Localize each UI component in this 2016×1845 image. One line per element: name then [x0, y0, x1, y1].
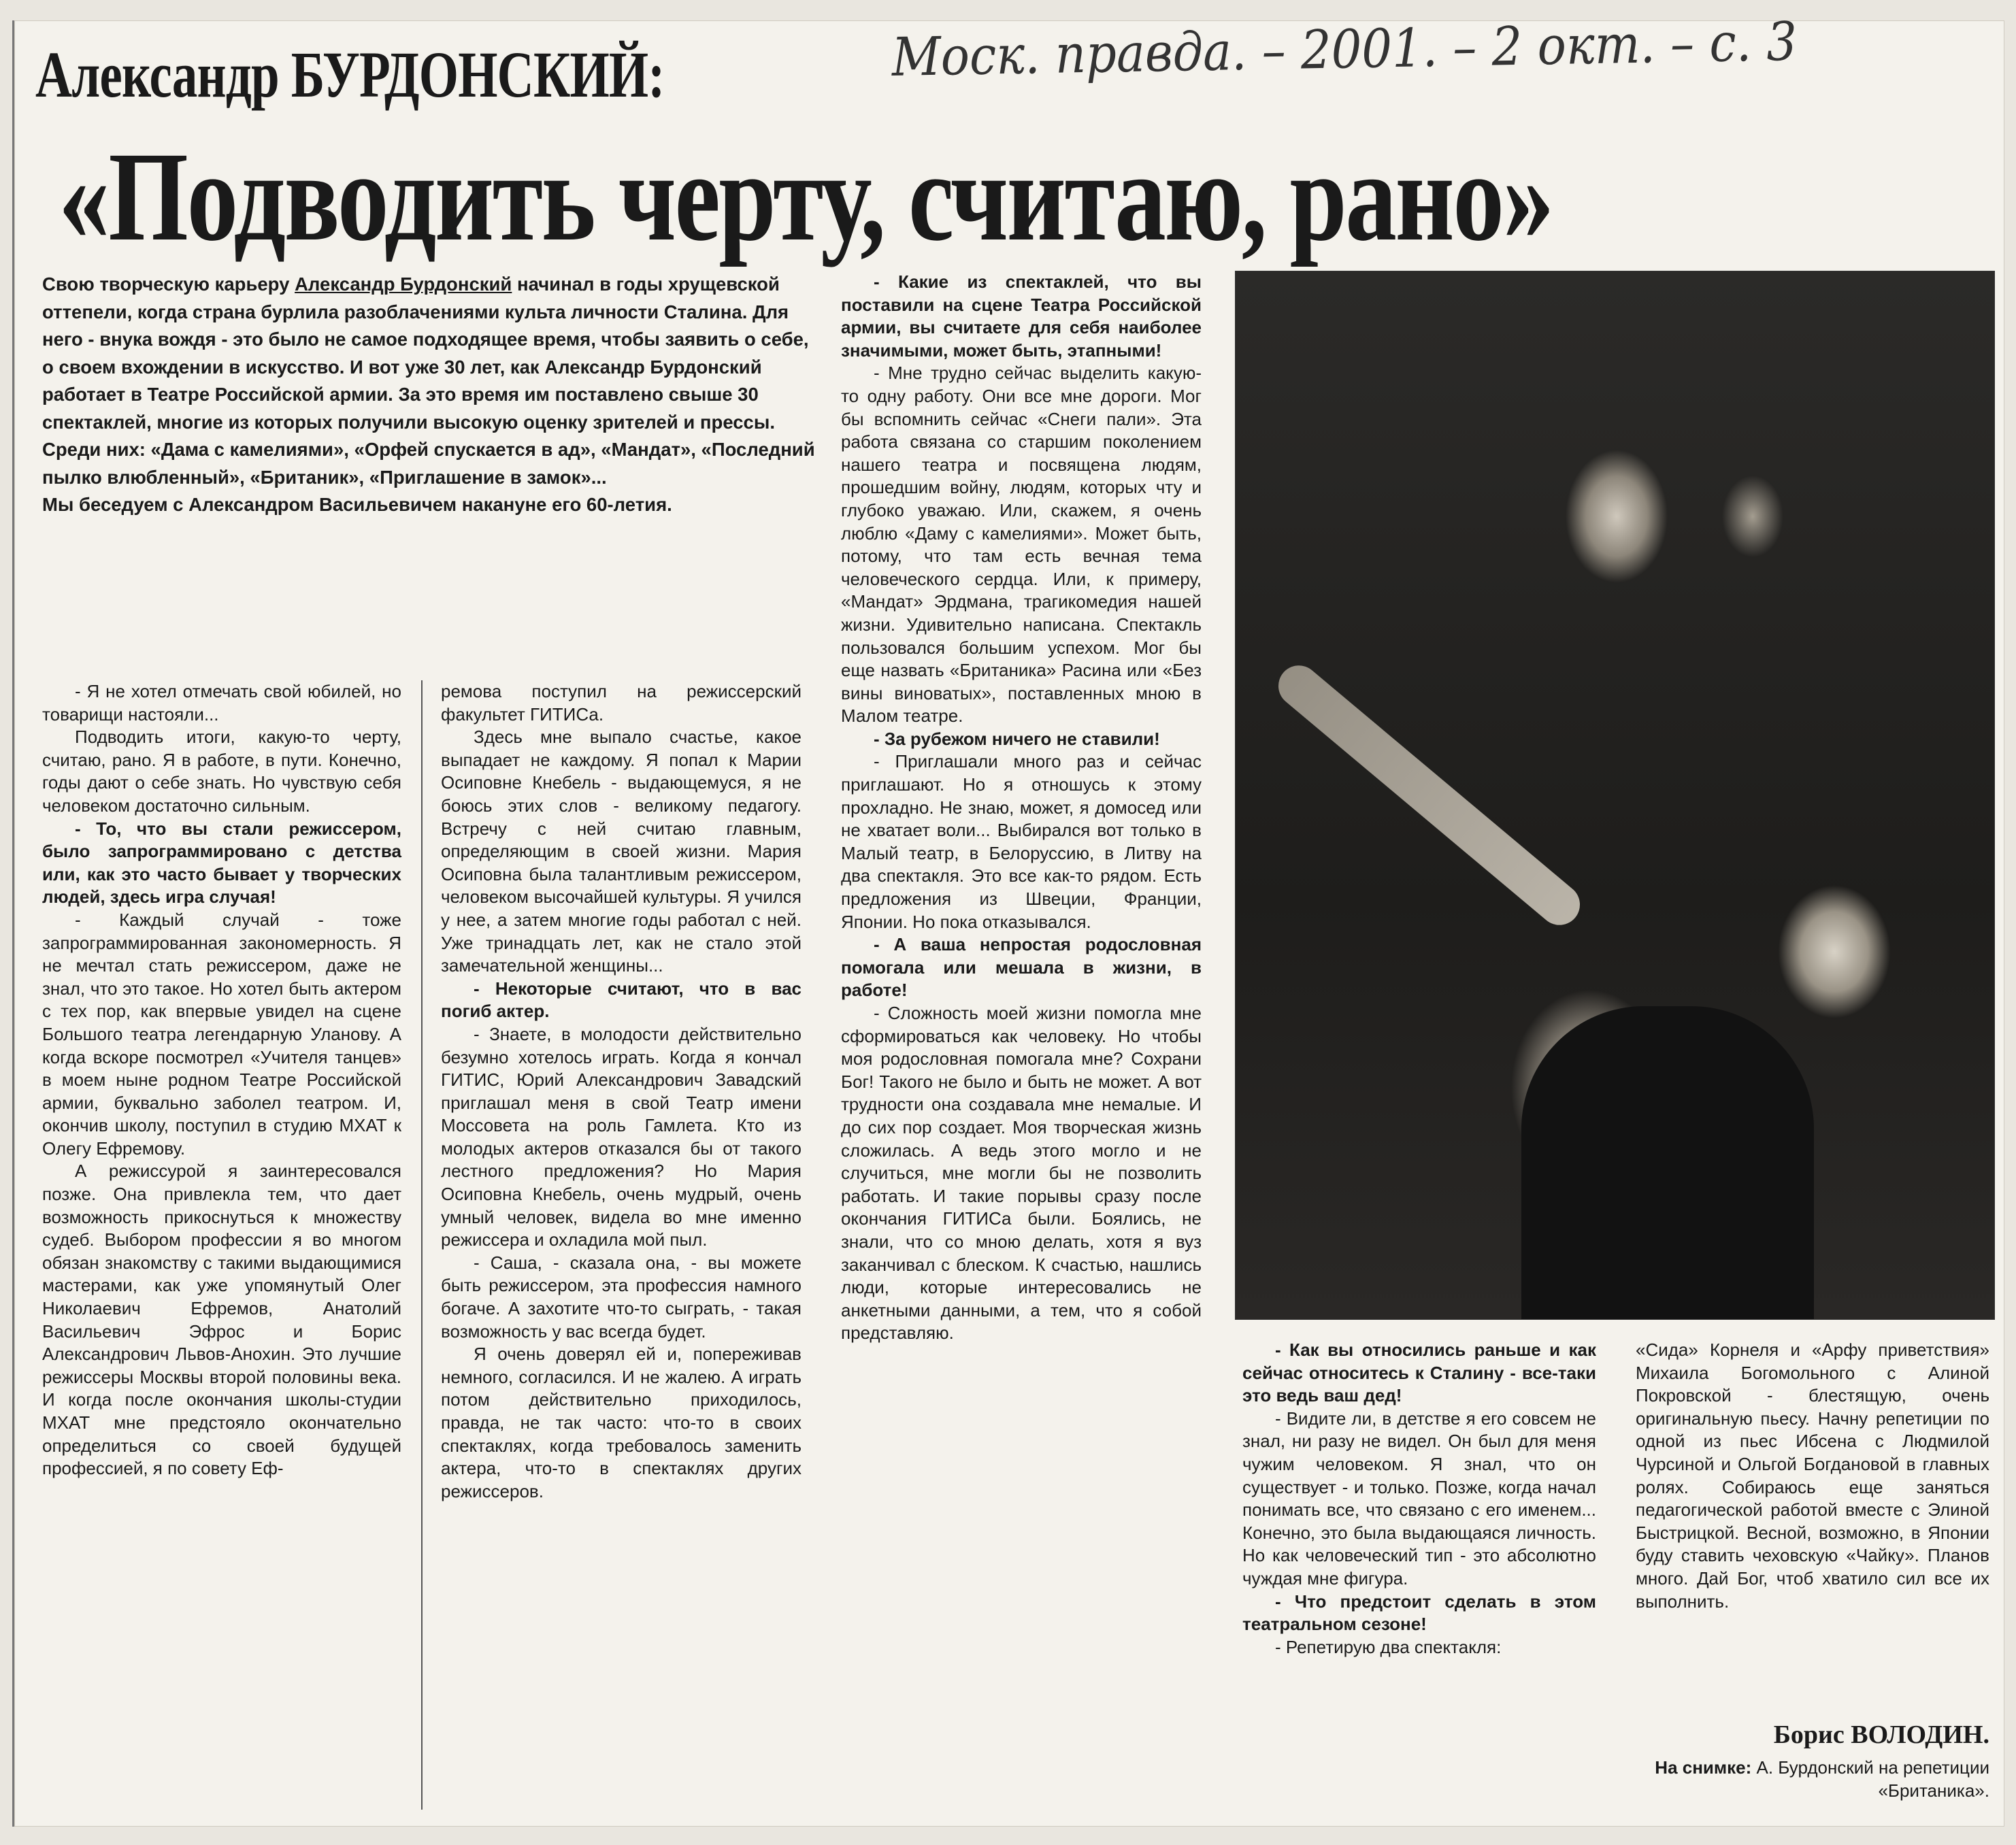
paragraph: - Репетирую два спектакля:: [1275, 1636, 1502, 1657]
paragraph: - Приглашали много раз и сейчас приглашают. Но я отношусь к этому прохладно. Не знаю, может, я домосед или не хватает воли... Выбирался вот только в Малый театр, в Белоруссию, в Литву на два спектакля. Это все как-то рядом. Есть предложения из Швеции, Франции, Японии. Но пока отказывался.: [841, 751, 1202, 932]
paragraph: - Саша, - сказала она, - вы можете быть режиссером, эта профессия намного богаче. А захотите что-то сыграть, - такая возможность у вас всегда будет.: [441, 1252, 802, 1342]
interview-question: - Какие из спектаклей, что вы поставили на сцене Театра Российской армии, вы считаете для себя наиболее значимыми, может быть, этапными!: [841, 271, 1202, 361]
text-column-2: [441, 680, 802, 1503]
text-column-4: [1242, 1339, 1596, 1659]
photo-actress-figure: [1521, 1006, 1814, 1319]
paragraph: Здесь мне выпало счастье, какое выпадает не каждому. Я попал к Марии Осиповне Кнебель - выдающемуся, я не боюсь этих слов - великому педагогу. Встречу с ней считаю главным, определяющим в своей жизни. Мария Осиповна была талантливым режиссером, человеком высочайшей культуры. Я учился у нее, а затем многие годы работал с ней. Уже тринадцать лет, как не стало этой замечательной женщины...: [441, 727, 802, 976]
photo-caption: [1636, 1757, 1989, 1802]
text-column-3: [841, 271, 1202, 1345]
paragraph: - Видите ли, в детстве я его совсем не знал, ни разу не видел. Он был для меня чужим человеком. Я знал, что он существует - и только. Позже, когда начал понимать все, что связано с его именем... Конечно, это была выдающаяся личность. Но как человеческий тип - это абсолютно чуждая мне фигура.: [1242, 1408, 1596, 1589]
paragraph: - Знаете, в молодости действительно безумно хотелось играть. Когда я кончал ГИТИС, Юрий Александрович Завадский приглашал меня в свой Театр имени Моссовета на роль Гамлета. Кто из молодых актеров отказался бы от такого лестного предложения? Но Мария Осиповна Кнебель, очень мудрый, очень умный человек, видела во мне именно режиссера и охладила мой пыл.: [441, 1023, 802, 1250]
interview-question: - Как вы относились раньше и как сейчас относитесь к Сталину - все-таки это ведь ваш дед!: [1242, 1340, 1596, 1406]
paragraph: - Каждый случай - тоже запрограммированная закономерность. Я не мечтал стать режиссером, даже не знал, что это такое. Но хотел быть актером с тех пор, как впервые увидел на сцене Большого театра легендарную Уланову. А когда вскоре посмотрел «Учителя танцев» в моем ныне родном Театре Российской армии, буквально заболел театром. И, окончив школу, поступил в студию МХАТ к Олегу Ефремову.: [42, 909, 401, 1159]
author-byline: Борис ВОЛОДИН.: [1773, 1721, 1989, 1749]
paragraph: Я очень доверял ей и, попереживав немного, согласился. И не жалею. А играть потом действительно приходилось, правда, не так часто: что-то в своих спектаклях, когда требовалось заменить актера, что-то в спектаклях других режиссеров.: [441, 1344, 802, 1501]
interview-question: - Что предстоит сделать в этом театральном сезоне!: [1242, 1591, 1596, 1635]
photo-raised-arm: [1270, 657, 1589, 933]
paragraph: ремова поступил на режиссерский факультет ГИТИСа.: [441, 681, 802, 725]
interview-question: - Некоторые считают, что в вас погиб актер.: [441, 978, 802, 1022]
paragraph: «Сида» Корнеля и «Арфу приветствия» Михаила Богомольного с Алиной Покровской - блестящую, очень оригинальную пьесу. Начну репетиции по одной из пьес Ибсена с Людмилой Чурсиной и Ольгой Богдановой в главных ролях. Собираюсь еще заняться педагогической работой вместе с Элиной Быстрицкой. Весной, возможно, в Японии буду ставить чеховскую «Чайку». Планов много. Дай Бог, чтоб хватило сил все их выполнить.: [1636, 1340, 1989, 1612]
handwritten-source-note: Моск. правда. – 2001. – 2 окт. – с. 3: [891, 11, 1798, 88]
caption-label: На снимке:: [1655, 1757, 1752, 1778]
paragraph: - Я не хотел отмечать свой юбилей, но товарищи настояли...: [42, 681, 401, 725]
lead-intro: [42, 271, 825, 491]
paragraph: - Мне трудно сейчас выделить какую-то одну работу. Они все мне дороги. Мог бы вспомнить сейчас «Снеги пали». Эта работа связана со старшим поколением нашего театра и посвящена людям, прошедшим войну, людям, которых чту и глубоко уважаю. Или, скажем, я очень люблю «Даму с камелиями». Может быть, потому, что там есть вечная тема человеческого сердца. Или, к примеру, «Мандат» Эрдмана, трагикомедия нашей жизни. Удивительно написана. Спектакль пользовался большим успехом. Мог бы еще назвать «Британика» Расина или «Без вины виноватых», поставленных мною в Малом театре.: [841, 363, 1202, 727]
interview-question: - А ваша непростая родословная помогала или мешала в жизни, в работе!: [841, 934, 1202, 1001]
paragraph: Подводить итоги, какую-то черту, считаю, рано. Я в работе, в пути. Конечно, годы дают о себе знать. Но чувствую себя человеком достаточно сильным.: [42, 727, 401, 816]
lead-closing: Мы беседуем с Александром Васильевичем накануне его 60-летия.: [42, 494, 672, 515]
caption-text: А. Бурдонский на репетиции «Британика».: [1751, 1757, 1989, 1801]
interview-question: - То, что вы стали режиссером, было запрограммировано с детства или, как это часто бывает у творческих людей, здесь игра случая!: [42, 818, 401, 908]
article-headline: «Подводить черту, считаю, рано»: [59, 125, 1553, 267]
lead-intro-before: Свою творческую карьеру: [42, 273, 295, 295]
lead-name: Александр Бурдонский: [295, 273, 512, 295]
lead-intro-after: начинал в годы хрущевской оттепели, когда страна бурлила разоблачениями культа личности Сталина. Для него - внука вождя - это было не самое подходящее время, чтобы заявить о себе, о своем вхождении в искусство. И вот уже 30 лет, как Александр Бурдонский работает в Театре Российской армии. За это время им поставлено свыше 30 спектаклей, многие из которых получили высокую оценку зрителей и прессы. Среди них: «Дама с камелиями», «Орфей спускается в ад», «Мандат», «Последний пылко влюбленный», «Британик», «Приглашение в замок»...: [42, 273, 815, 488]
interview-question: - За рубежом ничего не ставили!: [874, 728, 1160, 749]
article-lead: [42, 271, 825, 519]
column-rule: [421, 680, 423, 1810]
text-column-1: [42, 680, 401, 1480]
rehearsal-photo: [1235, 271, 1995, 1320]
article-kicker: Александр БУРДОНСКИЙ:: [35, 38, 665, 111]
paragraph: А режиссурой я заинтересовался позже. Она привлекла тем, что дает возможность прикоснуться к множеству судеб. Выбором профессии я во многом обязан знакомству с такими выдающимися мастерами, как уже упомянутый Олег Николаевич Ефремов, Анатолий Васильевич Эфрос и Борис Александрович Львов-Анохин. Это лучшие режиссеры Москвы второй половины века. И когда после окончания школы-студии МХАТ мне предстояло окончательно определиться со своей будущей профессией, я по совету Еф-: [42, 1161, 401, 1479]
paragraph: - Сложность моей жизни помогла мне сформироваться как человеку. Но чтобы моя родословная помогала мне? Сохрани Бог! Такого не было и быть не может. А вот трудности она создавала мне немалые. И до сих пор создает. Моя творческая жизнь сложилась. А ведь этого могло и не случиться, мне могли бы не позволить работать. И такие порывы сразу после окончания ГИТИСа были. Боялись, не знали, что со мною делать, хотя я вуз заканчивал с блеском. К счастью, нашлись люди, которые интересовались не анкетными данными, а тем, что я собой представляю.: [841, 1003, 1202, 1344]
text-column-5: [1636, 1339, 1989, 1613]
